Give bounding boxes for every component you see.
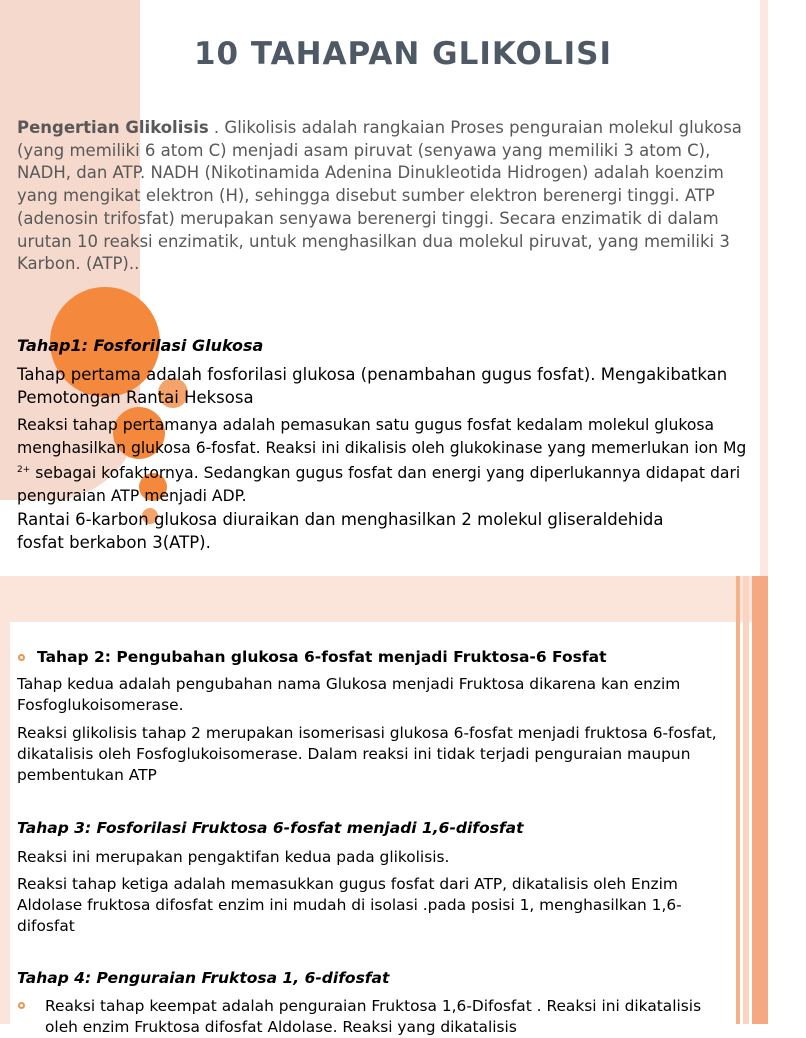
step2-paragraph-2: Reaksi glikolisis tahap 2 merupakan isomerisasi glukosa 6-fosfat menjadi fruktosa 6-fosfat, dikatalisis oleh Fosfoglukoisomerase. Dalam reaksi ini tidak terjadi penguraian maupun pembentukan ATP: [17, 724, 717, 784]
step1-paragraph-2: [17, 414, 757, 507]
step2-heading: Tahap 2: Pengubahan glukosa 6-fosfat menjadi Fruktosa-6 Fosfat: [37, 648, 607, 666]
intro-paragraph: [17, 117, 747, 276]
bullet-icon: [18, 654, 25, 661]
step1-paragraph-2-a: Reaksi tahap pertamanya adalah pemasukan satu gugus fosfat kedalam molekul glukosa menghasilkan glukosa 6-fosfat. Reaksi ini dikalisis oleh glukokinase yang memerlukan ion Mg: [17, 416, 747, 457]
page-title: 10 TAHAPAN GLIKOLISI: [193, 36, 613, 72]
right-stripe-1: [736, 576, 740, 1024]
step3-paragraph-1: Reaksi ini merupakan pengaktifan kedua pada glikolisis.: [17, 848, 450, 866]
step4-heading: Tahap 4: Penguraian Fruktosa 1, 6-difosfat: [17, 969, 390, 987]
step1-paragraph-2-b: sebagai kofaktornya. Sedangkan gugus fosfat dan energi yang diperlukannya didapat dari penguraian ATP menjadi ADP.: [17, 464, 741, 505]
right-stripe-2: [743, 576, 749, 1024]
left-border: [0, 576, 10, 1024]
step2-paragraph-1: Tahap kedua adalah pengubahan nama Glukosa menjadi Fruktosa dikarena kan enzim Fosfoglukoisomerase.: [17, 675, 681, 714]
bullet-icon: [18, 1002, 25, 1009]
right-edge-stripe: [760, 0, 768, 576]
mg-charge: 2+: [17, 465, 31, 475]
step1-paragraph-1: Tahap pertama adalah fosforilasi glukosa (penambahan gugus fosfat). Mengakibatkan Pemotongan Rantai Heksosa: [17, 365, 728, 407]
intro-label: Pengertian Glikolisis: [17, 118, 209, 137]
step1-heading: Tahap1: Fosforilasi Glukosa: [17, 336, 264, 355]
intro-text: . Glikolisis adalah rangkaian Proses penguraian molekul glukosa (yang memiliki 6 atom C) menjadi asam piruvat (senyawa yang memiliki 3 atom C), NADH, dan ATP. NADH (Nikotinamida Adenina Dinukleotida Hidrogen) adalah koenzim yang mengikat elektron (H), sehingga disebut sumber elektron berenergi tinggi. ATP (adenosin trifosfat) merupakan senyawa berenergi tinggi. Secara enzimatik di dalam urutan 10 reaksi enzimatik, untuk menghasilkan dua molekul piruvat, yang memiliki 3 Karbon. (ATP)..: [17, 118, 742, 274]
slide-2: [0, 576, 768, 1036]
step1-paragraph-3: Rantai 6-karbon glukosa diuraikan dan menghasilkan 2 molekul gliseraldehida fosfat berkabon 3(ATP).: [17, 510, 664, 552]
step3-heading: Tahap 3: Fosforilasi Fruktosa 6-fosfat menjadi 1,6-difosfat: [17, 819, 524, 837]
right-stripe-3: [752, 576, 768, 1024]
step3-paragraph-2: Reaksi tahap ketiga adalah memasukkan gugus fosfat dari ATP, dikatalisis oleh Enzim Aldolase fruktosa difosfat enzim ini mudah di isolasi .pada posisi 1, menghasilkan 1,6- difosfat: [17, 875, 682, 935]
top-band: [0, 576, 768, 622]
step4-bullet: Reaksi tahap keempat adalah penguraian Fruktosa 1,6-Difosfat . Reaksi ini dikatalisis oleh enzim Fruktosa difosfat Aldolase. Reaksi yang dikatalisis: [45, 997, 702, 1036]
